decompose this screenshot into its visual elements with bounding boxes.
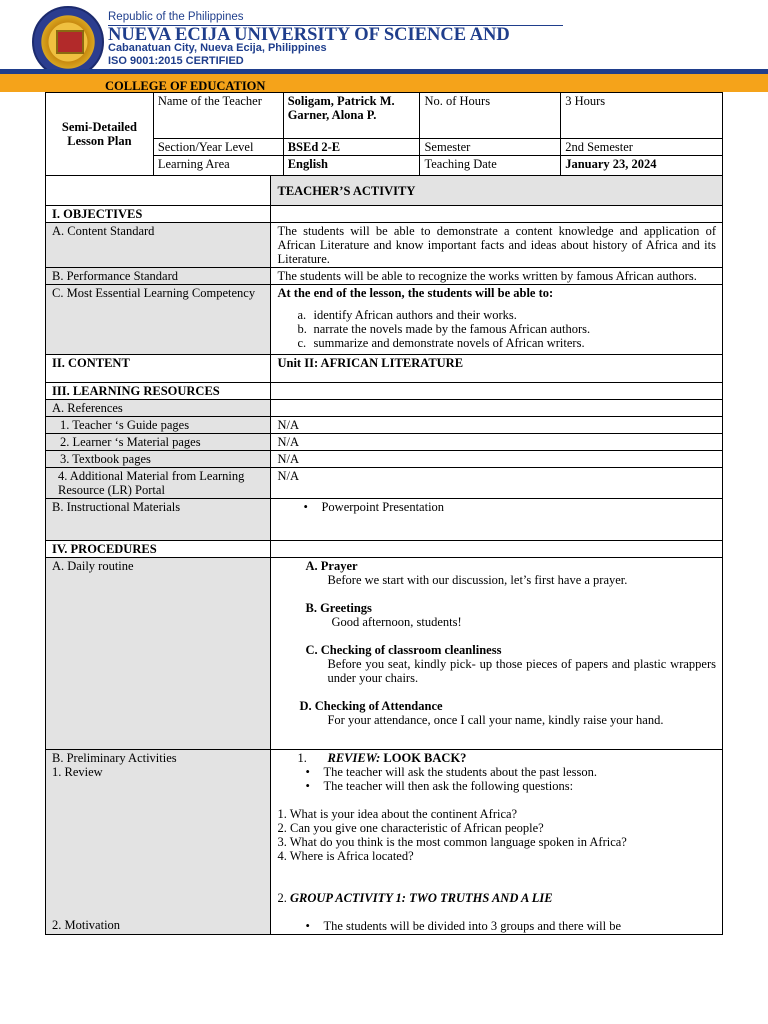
ref-teacher-guide-label: 1. Teacher ‘s Guide pages	[46, 417, 271, 434]
melc-item: b. narrate the novels made by the famous African authors.	[297, 322, 591, 336]
review-question: 2. Can you give one characteristic of African people?	[277, 821, 544, 835]
section-value: BSEd 2-E	[283, 139, 420, 156]
preliminary-label-cell	[46, 750, 271, 935]
review-label: 1. Review	[52, 765, 103, 779]
review-bullet: • The teacher will ask the students about the past lesson.	[323, 765, 716, 779]
ref-teacher-guide-value: N/A	[271, 417, 723, 434]
content-standard-text: The students will be able to demonstrate a content knowledge and application of African Literature and know important facts and ideas about history of Africa and its Literature.	[271, 223, 723, 268]
ref-lr-portal-value: N/A	[271, 468, 723, 499]
performance-standard-label: B. Performance Standard	[46, 268, 271, 285]
performance-standard-text: The students will be able to recognize the works written by famous African authors.	[271, 268, 723, 285]
melc-list	[277, 308, 716, 350]
instructional-list	[277, 500, 716, 514]
review-title: 1. REVIEW: LOOK BACK?	[297, 751, 467, 765]
teacher-activity-header: TEACHER’S ACTIVITY	[271, 176, 723, 206]
university-seal-icon	[32, 6, 104, 78]
teacher-name-1: Soligam, Patrick M.	[287, 94, 395, 108]
university-name: NUEVA ECIJA UNIVERSITY OF SCIENCE AND	[108, 25, 510, 45]
objectives-heading: I. OBJECTIVES	[46, 206, 271, 223]
blank-header-cell	[46, 176, 271, 206]
teacher-names	[283, 93, 420, 139]
daily-routine-label: A. Daily routine	[46, 558, 271, 750]
preliminary-label: B. Preliminary Activities	[52, 751, 177, 765]
teacher-name-label: Name of the Teacher	[153, 93, 283, 139]
procedures-heading: IV. PROCEDURES	[46, 541, 271, 558]
ref-learner-material-label: 2. Learner ‘s Material pages	[46, 434, 271, 451]
ref-lr-portal-label: 4. Additional Material from Learning Resource (LR) Portal	[46, 468, 271, 499]
area-value: English	[283, 156, 420, 176]
ref-textbook-label: 3. Textbook pages	[46, 451, 271, 468]
lesson-info-table	[45, 92, 723, 176]
semester-value: 2nd Semester	[561, 139, 723, 156]
ref-learner-material-value: N/A	[271, 434, 723, 451]
preliminary-cell	[271, 750, 723, 935]
iso-certification: ISO 9001:2015 CERTIFIED	[108, 55, 244, 67]
routine-greetings: B. Greetings Good afternoon, students!	[305, 601, 462, 629]
instructional-cell	[271, 499, 723, 541]
motivation-label: 2. Motivation	[52, 918, 121, 932]
review-question: 4. Where is Africa located?	[277, 849, 414, 863]
melc-cell	[271, 285, 723, 355]
content-value: Unit II: AFRICAN LITERATURE	[271, 355, 723, 383]
daily-routine-cell	[271, 558, 723, 750]
seal-emblem-icon	[56, 30, 84, 54]
routine-attendance: D. Checking of Attendance For your attendance, once I call your name, kindly raise your hand.	[299, 699, 664, 727]
resources-heading: III. LEARNING RESOURCES	[46, 383, 271, 400]
hours-label: No. of Hours	[420, 93, 561, 139]
lesson-plan-table	[45, 175, 723, 935]
review-bullets	[277, 765, 716, 793]
references-blank	[271, 400, 723, 417]
header	[0, 0, 768, 93]
section-label: Section/Year Level	[153, 139, 283, 156]
hours-value: 3 Hours	[561, 93, 723, 139]
date-label: Teaching Date	[420, 156, 561, 176]
ref-textbook-value: N/A	[271, 451, 723, 468]
procedures-blank	[271, 541, 723, 558]
instructional-item: • Powerpoint Presentation	[321, 500, 716, 514]
semester-label: Semester	[420, 139, 561, 156]
instructional-label: B. Instructional Materials	[46, 499, 271, 541]
review-question: 3. What do you think is the most common language spoken in Africa?	[277, 835, 627, 849]
content-standard-label: A. Content Standard	[46, 223, 271, 268]
group-bullet: • The students will be divided into 3 groups and there will be	[323, 919, 716, 933]
melc-item: a. identify African authors and their works.	[297, 308, 517, 322]
melc-item: c. summarize and demonstrate novels of African writers.	[297, 336, 585, 350]
review-question: 1. What is your idea about the continent Africa?	[277, 807, 518, 821]
content-heading: II. CONTENT	[46, 355, 271, 383]
review-bullet: • The teacher will then ask the following questions:	[323, 779, 716, 793]
references-label: A. References	[46, 400, 271, 417]
melc-intro: At the end of the lesson, the students will be able to:	[277, 286, 554, 300]
teacher-name-2: Garner, Alona P.	[287, 108, 377, 122]
plan-type: Semi-Detailed Lesson Plan	[46, 93, 154, 176]
group-bullets	[277, 919, 716, 933]
university-address: Cabanatuan City, Nueva Ecija, Philippines	[108, 42, 327, 54]
routine-prayer: A. Prayer Before we start with our discussion, let’s first have a prayer.	[305, 559, 628, 587]
melc-label: C. Most Essential Learning Competency	[46, 285, 271, 355]
college-name: COLLEGE OF EDUCATION	[105, 79, 266, 93]
area-label: Learning Area	[153, 156, 283, 176]
resources-blank	[271, 383, 723, 400]
group-activity-title: 2. GROUP ACTIVITY 1: TWO TRUTHS AND A LIE	[277, 891, 553, 905]
date-value: January 23, 2024	[561, 156, 723, 176]
republic-text: Republic of the Philippines	[108, 11, 244, 23]
objectives-blank	[271, 206, 723, 223]
routine-cleanliness: C. Checking of classroom cleanliness Before you seat, kindly pick- up those pieces of papers and plastic wrappers under your chairs.	[305, 643, 716, 685]
